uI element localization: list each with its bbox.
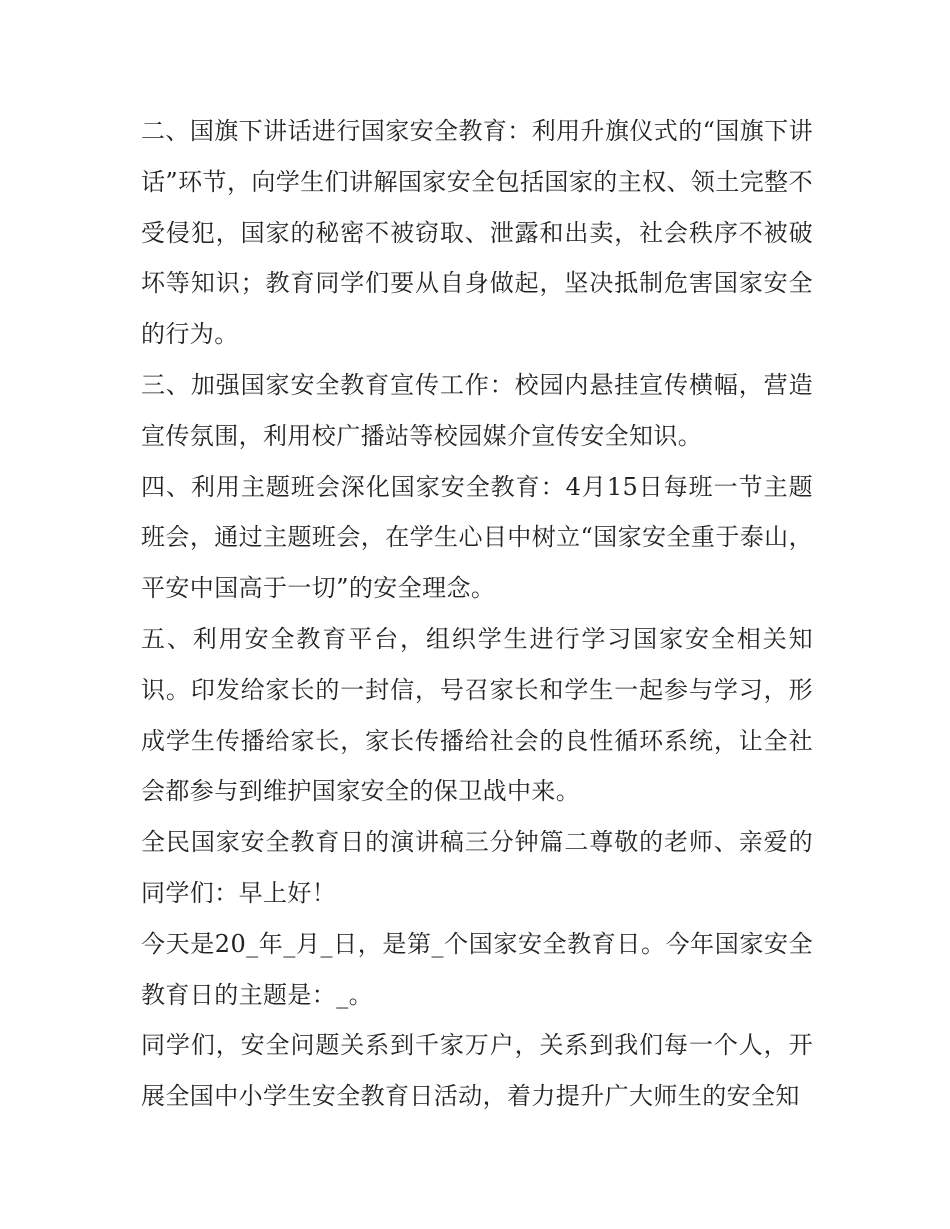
document-page (141, 106, 813, 1122)
paragraph-national-flag-speech: 二、国旗下讲话进行国家安全教育：利用升旗仪式的“国旗下讲话”环节，向学生们讲解国家安全包括国家的主权、领土完整不受侵犯，国家的秘密不被窃取、泄露和出卖，社会秩序不被破坏等知识；教育同学们要从自身做起，坚决抵制危害国家安全的行为。 (141, 117, 813, 349)
paragraph-publicity-work: 三、加强国家安全教育宣传工作：校园内悬挂宣传横幅，营造宣传氛围，利用校广播站等校园媒介宣传安全知识。 (141, 370, 813, 450)
paragraph-safety-importance: 同学们，安全问题关系到千家万户，关系到我们每一个人，开展全国中小学生安全教育日活动，着力提升广大师生的安全知 (141, 1031, 813, 1111)
paragraph-theme-class-meeting: 四、利用主题班会深化国家安全教育：4月15日每班一节主题班会，通过主题班会，在学生心目中树立“国家安全重于泰山，平安中国高于一切”的安全理念。 (141, 472, 813, 603)
paragraph-speech-title-greeting: 全民国家安全教育日的演讲稿三分钟篇二尊敬的老师、亲爱的同学们：早上好！ (141, 828, 813, 907)
paragraph-education-platform: 五、利用安全教育平台，组织学生进行学习国家安全相关知识。印发给家长的一封信，号召家长和学生一起参与学习，形成学生传播给家长，家长传播给社会的良性循环系统，让全社会都参与到维护国家安全的保卫战中来。 (141, 624, 813, 806)
paragraph-education-day-intro: 今天是20_年_月_日，是第_个国家安全教育日。今年国家安全教育日的主题是：_。 (141, 929, 813, 1009)
